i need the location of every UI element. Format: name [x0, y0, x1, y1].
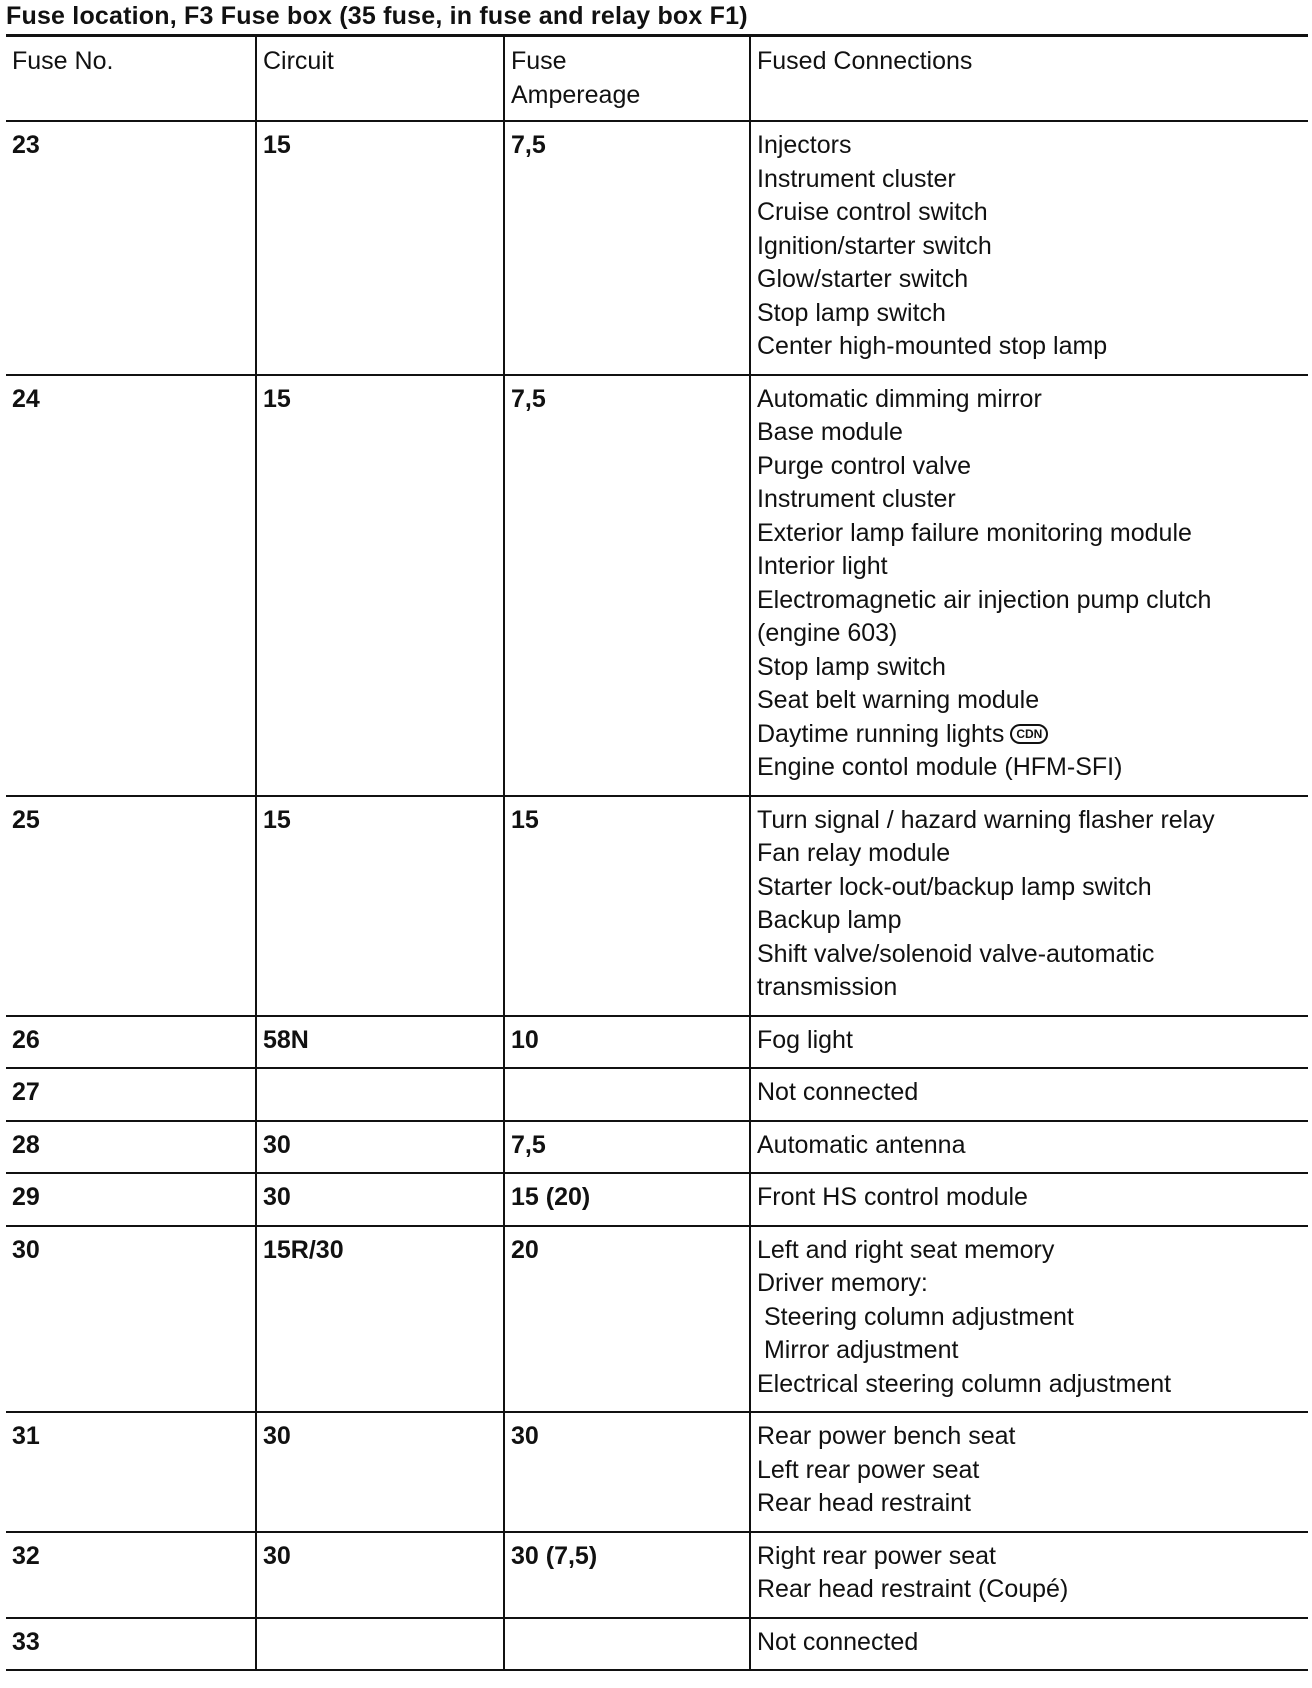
- connection-text: Stop lamp switch: [757, 652, 946, 681]
- amperage-cell: 7,5: [504, 375, 750, 796]
- connection-item: [757, 1454, 1302, 1488]
- header-circuit: Circuit: [256, 36, 504, 122]
- circuit-cell: 30: [256, 1412, 504, 1532]
- circuit-cell: [256, 1068, 504, 1121]
- connection-text: Rear head restraint: [757, 1489, 972, 1517]
- connection-text: Base module: [757, 418, 903, 446]
- fuse-number-cell: 32: [12, 1541, 40, 1570]
- connection-text: Rear power bench seat: [757, 1422, 1016, 1450]
- fuse-table: [6, 34, 1308, 1671]
- connection-text: Not connected: [757, 1627, 919, 1656]
- table-row: [6, 1532, 1308, 1618]
- fuse-number-cell: 31: [12, 1422, 40, 1450]
- connection-text: Turn signal / hazard warning flasher relay: [757, 805, 1215, 834]
- circuit-cell: 30: [256, 1532, 504, 1618]
- connection-text: Seat belt warning module: [757, 686, 1040, 714]
- table-row: [6, 1618, 1308, 1671]
- connection-text: Right rear power seat: [757, 1541, 997, 1570]
- connection-text: Starter lock-out/backup lamp switch: [757, 872, 1152, 901]
- connection-item: [757, 718, 1302, 752]
- connection-text: transmission: [757, 973, 898, 1001]
- connection-item: [757, 330, 1302, 364]
- connections-cell: [750, 1226, 1308, 1413]
- connection-text: Center high-mounted stop lamp: [757, 332, 1108, 360]
- amperage-cell: 30: [504, 1412, 750, 1532]
- connection-item: [757, 1181, 1302, 1215]
- connection-item: [757, 1234, 1302, 1268]
- connection-item: [757, 550, 1302, 584]
- circuit-cell: 15R/30: [256, 1226, 504, 1413]
- connections-cell: [750, 796, 1308, 1016]
- connection-text: Automatic dimming mirror: [757, 384, 1042, 413]
- connections-cell: [750, 375, 1308, 796]
- connection-text: Instrument cluster: [757, 164, 956, 193]
- connection-item: [757, 163, 1302, 197]
- connection-item: [757, 871, 1302, 905]
- table-row: [6, 1068, 1308, 1121]
- connection-text: Cruise control switch: [757, 198, 988, 226]
- connection-item: [757, 904, 1302, 938]
- connection-item: [757, 129, 1302, 163]
- connection-text: Ignition/starter switch: [757, 231, 992, 260]
- connection-item: [757, 617, 1302, 651]
- connection-text: Exterior lamp failure monitoring module: [757, 518, 1192, 547]
- connection-item: [757, 804, 1302, 838]
- connection-item: [757, 196, 1302, 230]
- connection-text: Daytime running lights: [757, 719, 1005, 748]
- connections-cell: [750, 121, 1308, 375]
- amperage-cell: 15: [504, 796, 750, 1016]
- connection-text: Left and right seat memory: [757, 1235, 1055, 1264]
- connection-text: Fog light: [757, 1025, 853, 1054]
- connection-item: [757, 1024, 1302, 1058]
- connection-item: [757, 971, 1302, 1005]
- connection-text: Left rear power seat: [757, 1455, 980, 1484]
- circuit-cell: 30: [256, 1121, 504, 1174]
- connection-item: [757, 1301, 1302, 1335]
- connection-item: [757, 837, 1302, 871]
- connection-item: [757, 651, 1302, 685]
- page-title: Fuse location, F3 Fuse box (35 fuse, in fuse and relay box F1): [6, 2, 748, 30]
- connection-text: Driver memory:: [757, 1269, 928, 1297]
- connection-item: [757, 684, 1302, 718]
- fuse-number-cell: 24: [12, 384, 40, 413]
- connection-item: [757, 584, 1302, 618]
- connection-text: (engine 603): [757, 619, 898, 647]
- connection-text: Electromagnetic air injection pump clutch: [757, 585, 1212, 614]
- table-row: [6, 1121, 1308, 1174]
- connection-text: Front HS control module: [757, 1183, 1028, 1211]
- connection-item: [757, 1573, 1302, 1607]
- table-row: [6, 796, 1308, 1016]
- fuse-number-cell: 33: [12, 1627, 40, 1656]
- amperage-cell: 7,5: [504, 1121, 750, 1174]
- connections-cell: [750, 1068, 1308, 1121]
- connection-item: [757, 383, 1302, 417]
- connection-item: [757, 1368, 1302, 1402]
- connection-text: Fan relay module: [757, 839, 951, 867]
- amperage-cell: 15 (20): [504, 1173, 750, 1226]
- connection-item: [757, 297, 1302, 331]
- table-row: [6, 1016, 1308, 1069]
- connection-text: Engine contol module (HFM-SFI): [757, 753, 1123, 781]
- connection-item: [757, 1076, 1302, 1110]
- cdn-badge-icon: CDN: [1010, 724, 1048, 744]
- table-row: [6, 375, 1308, 796]
- fuse-number-cell: 27: [12, 1078, 40, 1106]
- fuse-number-cell: 29: [12, 1183, 40, 1211]
- connection-item: [757, 517, 1302, 551]
- header-connections: Fused Connections: [750, 36, 1308, 122]
- fuse-number-cell: 25: [12, 805, 40, 834]
- amperage-cell: 10: [504, 1016, 750, 1069]
- connection-text: Glow/starter switch: [757, 265, 969, 293]
- table-row: [6, 121, 1308, 375]
- connection-item: [757, 483, 1302, 517]
- fuse-number-cell: 26: [12, 1025, 40, 1054]
- connection-text: Stop lamp switch: [757, 298, 946, 327]
- connections-cell: [750, 1121, 1308, 1174]
- connections-cell: [750, 1618, 1308, 1671]
- amperage-cell: [504, 1068, 750, 1121]
- connections-cell: [750, 1016, 1308, 1069]
- amperage-cell: [504, 1618, 750, 1671]
- fuse-number-cell: 23: [12, 131, 40, 159]
- connection-text: Injectors: [757, 131, 852, 159]
- connection-item: [757, 1334, 1302, 1368]
- connection-text: Backup lamp: [757, 906, 902, 934]
- header-amperage: [504, 36, 750, 122]
- connection-text: Mirror adjustment: [757, 1336, 959, 1364]
- connection-text: Electrical steering column adjustment: [757, 1369, 1172, 1398]
- connection-text: Shift valve/solenoid valve-automatic: [757, 939, 1155, 968]
- fuse-number-cell: 30: [12, 1235, 40, 1264]
- connection-text: Not connected: [757, 1078, 919, 1106]
- table-body: [6, 121, 1308, 1670]
- table-row: [6, 1226, 1308, 1413]
- connection-item: [757, 1626, 1302, 1660]
- connection-item: [757, 938, 1302, 972]
- table-row: [6, 1173, 1308, 1226]
- connection-item: [757, 450, 1302, 484]
- connection-text: Instrument cluster: [757, 485, 956, 513]
- connection-text: Purge control valve: [757, 451, 972, 480]
- amperage-cell: 7,5: [504, 121, 750, 375]
- connection-item: [757, 1487, 1302, 1521]
- header-amperage-line1: Fuse: [511, 47, 567, 75]
- connections-cell: [750, 1173, 1308, 1226]
- connection-item: [757, 751, 1302, 785]
- amperage-cell: 30 (7,5): [504, 1532, 750, 1618]
- circuit-cell: 58N: [256, 1016, 504, 1069]
- fuse-number-cell: 28: [12, 1130, 40, 1159]
- amperage-cell: 20: [504, 1226, 750, 1413]
- connection-item: [757, 230, 1302, 264]
- header-fuse-no: Fuse No.: [12, 47, 114, 75]
- connection-text: Steering column adjustment: [757, 1302, 1074, 1331]
- circuit-cell: [256, 1618, 504, 1671]
- connection-item: [757, 416, 1302, 450]
- circuit-cell: 15: [256, 121, 504, 375]
- circuit-cell: 15: [256, 375, 504, 796]
- connections-cell: [750, 1412, 1308, 1532]
- connections-cell: [750, 1532, 1308, 1618]
- connection-item: [757, 1129, 1302, 1163]
- connection-text: Automatic antenna: [757, 1130, 966, 1159]
- circuit-cell: 15: [256, 796, 504, 1016]
- table-row: [6, 1412, 1308, 1532]
- connection-item: [757, 1540, 1302, 1574]
- connection-text: Rear head restraint (Coupé): [757, 1575, 1069, 1603]
- header-amperage-line2: Ampereage: [511, 80, 641, 109]
- circuit-cell: 30: [256, 1173, 504, 1226]
- connection-text: Interior light: [757, 552, 888, 580]
- connection-item: [757, 263, 1302, 297]
- connection-item: [757, 1267, 1302, 1301]
- connection-item: [757, 1420, 1302, 1454]
- table-header-row: [6, 36, 1308, 122]
